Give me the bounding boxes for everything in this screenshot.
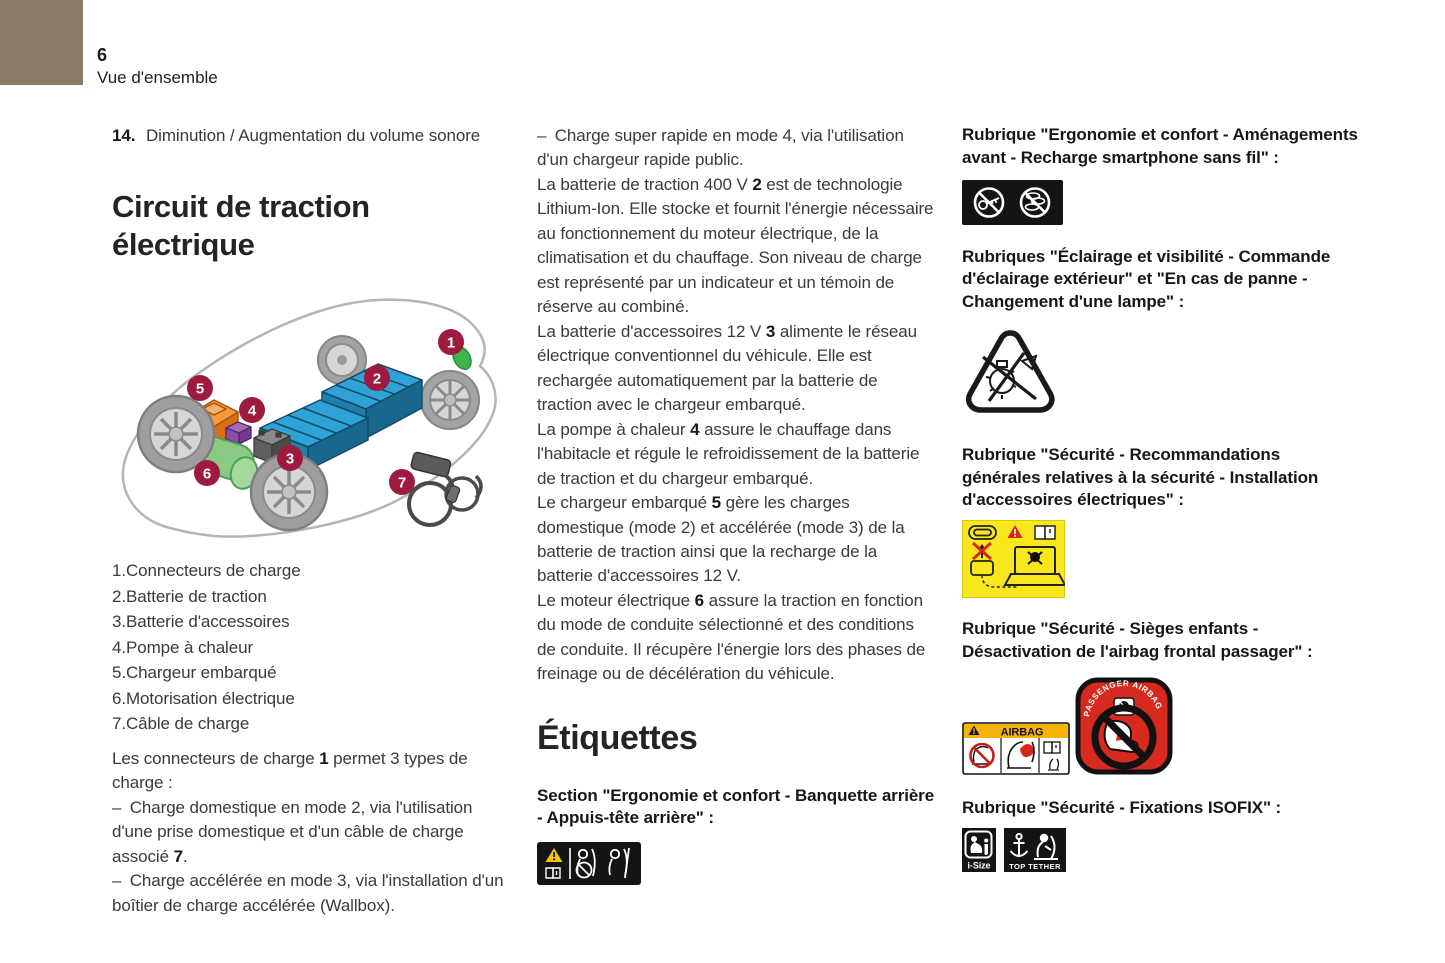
legend-item [112,584,508,610]
reference-wireless-charging: Rubrique "Ergonomie et confort - Aménagements avant - Recharge smartphone sans fil" : [962,125,1358,167]
left-column [112,124,508,918]
reference-isofix: Rubrique "Sécurité - Fixations ISOFIX" : [962,797,1282,817]
passenger-airbag-label [1075,677,1173,775]
badge-4: 4 [247,402,257,420]
legend-label: Connecteurs de charge [125,561,301,581]
right-column [962,124,1362,872]
paragraph: – Charge super rapide en mode 4, via l'utilisation d'un chargeur rapide public. [537,126,904,170]
paragraph: La pompe à chaleur 4 assure le chauffage dans l'habitacle et régule le refroidissement de la batterie de traction et du chargeur embarqué. [537,419,920,488]
section-reference: Section "Ergonomie et confort - Banquette arrière - Appuis-tête arrière" : [537,785,935,828]
paragraph: La batterie de traction 400 V 2 est de technologie Lithium-Ion. Elle stocke et fournit l'énergie nécessaire au fonctionnement du moteur électrique, de la climatisation et du chauffage. Son niveau de charge est représenté par un indicateur et un témoin de réserve au combiné. [537,174,934,317]
paragraph: La batterie d'accessoires 12 V 3 alimente le réseau électrique conventionnel du véhicule. Elle est rechargée automatiquement par la batterie de traction avec le chargeur embarqué. [537,321,917,415]
labels-heading: Étiquettes [537,718,698,757]
legend-item [112,711,508,737]
legend-item [112,558,508,584]
electrical-accessories-label [962,520,1065,598]
legend-number: 6. [112,688,126,708]
paragraph: Les connecteurs de charge 1 permet 3 types de charge : [112,748,468,793]
body-paragraphs [537,124,937,687]
legend-number: 3. [112,612,126,632]
near-rear-wheel [138,396,214,472]
paragraph: Le moteur électrique 6 assure la traction en fonction du mode de conduite sélectionné et des conditions de conduite. Il récupère l'énergie lors des phases de freinage ou de décélération du véhicule. [537,590,926,684]
handbook-icon [1035,526,1055,539]
legend-number: 7. [112,714,126,734]
legend-number: 4. [112,637,126,657]
isofix-icons-row [962,828,1362,872]
badge-7: 7 [397,474,407,492]
middle-column [537,124,937,892]
paragraph: Le chargeur embarqué 5 gère les charges domestique (mode 2) et accélérée (mode 3) de la batterie de traction ainsi que la recharge de la batterie d'accessoires 12 V. [537,493,905,586]
lamp-warning-triangle-icon [962,327,1060,417]
traction-circuit-diagram [110,280,508,553]
page-number: 6 [97,45,108,65]
legend-label: Batterie de traction [125,586,267,606]
legend-item [112,609,508,635]
badge-6: 6 [202,465,212,483]
car-diagram-svg [110,280,504,546]
paragraph: – Charge accélérée en mode 3, via l'installation d'un boîtier de charge accélérée (Wallbox). [112,871,504,915]
item-label: Diminution / Augmentation du volume sonore [146,126,481,145]
badge-3: 3 [285,450,295,468]
legend-number: 2. [112,586,126,606]
legend-label: Câble de charge [125,714,250,734]
legend-item [112,635,508,661]
badge-5: 5 [195,380,205,398]
airbag-warning-label [962,722,1070,775]
section-name: Vue d'ensemble [97,67,218,87]
legend-label: Chargeur embarqué [125,663,277,683]
charge-types-paragraphs [112,747,508,918]
diagram-legend [112,558,508,737]
badge-1: 1 [446,334,456,352]
legend-number: 5. [112,663,126,683]
far-front-wheel [421,371,479,429]
headrest-warning-label [537,842,641,885]
top-tether-text: TOP TETHER [1009,861,1061,871]
legend-item [112,686,508,712]
legend-number: 1. [112,561,126,581]
item-number: 14. [112,126,136,145]
legend-label: Pompe à chaleur [125,637,254,657]
paragraph: – Charge domestique en mode 2, via l'utilisation d'une prise domestique et d'un câble de charge associé 7. [112,797,473,866]
reference-child-seats: Rubrique "Sécurité - Sièges enfants - Désactivation de l'airbag frontal passager" : [962,619,1313,661]
reference-lighting: Rubriques "Éclairage et visibilité - Commande d'éclairage extérieur" et "En cas de panne - Changement d'une lampe" : [962,246,1331,311]
isize-icon [962,828,996,872]
legend-item [112,660,508,686]
isize-text: i-Size [967,860,991,871]
passenger-airbag-text: PASSENGER AIRBAG [1081,678,1164,717]
legend-label: Motorisation électrique [125,688,295,708]
page-title: Circuit de traction électrique [112,189,370,262]
page-corner-block [0,0,83,85]
page-header [97,44,218,88]
legend-label: Batterie d'accessoires [125,612,290,632]
reference-electrical-accessories: Rubrique "Sécurité - Recommandations générales relatives à la sécurité - Installation d'accessoires électriques" : [962,444,1319,510]
badge-2: 2 [372,370,382,388]
airbag-label-text: AIRBAG [1000,725,1044,738]
list-item-14 [112,124,508,148]
wireless-charging-label [962,180,1063,225]
top-tether-icon [1004,828,1066,872]
